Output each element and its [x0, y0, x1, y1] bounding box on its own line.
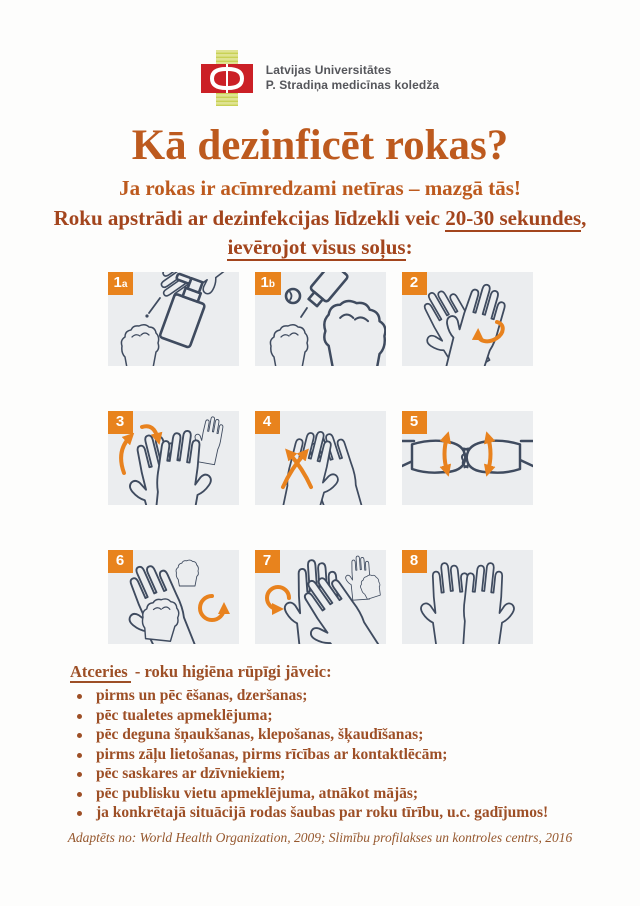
step-sub-letter: b	[268, 279, 275, 290]
step-badge-8	[402, 550, 427, 573]
instruction-colon: :	[405, 235, 413, 259]
page-title: Kā dezinficēt rokas?	[131, 122, 509, 169]
step-panel-1a	[108, 272, 239, 366]
step-panel-3	[108, 411, 239, 505]
step-number: 7	[262, 552, 272, 569]
instruction-text	[0, 204, 640, 262]
step-panel-1b	[255, 272, 386, 366]
list-item: pirms un pēc ēšanas, dzeršanas;	[70, 686, 640, 706]
instruction-steps-underlined: ievērojot visus soļus	[227, 235, 406, 259]
reminder-list	[70, 686, 640, 823]
logo-text	[266, 63, 439, 93]
step-badge-7	[255, 550, 280, 573]
step-number: 2	[409, 274, 419, 291]
step-badge-5	[402, 411, 427, 434]
step-panel-8	[402, 550, 533, 644]
source-note: Adaptēts no: World Health Organization, 2009; Slimību profilakses un kontroles centrs, 2016	[67, 829, 573, 845]
reminder-heading-rest: - roku higiēna rūpīgi jāveic:	[130, 662, 332, 681]
list-item: pēc publisku vietu apmeklējuma, atnākot mājās;	[70, 784, 640, 804]
list-item: pēc tualetes apmeklējuma;	[70, 706, 640, 726]
step-number: 8	[409, 552, 419, 569]
reminder-heading	[70, 661, 640, 683]
list-item: pēc saskares ar dzīvniekiem;	[70, 764, 640, 784]
step-number: 1	[260, 274, 269, 291]
logo-org-name: Latvijas Universitātes	[265, 63, 392, 77]
reminder-heading-underlined: Atceries	[70, 662, 131, 683]
step-number: 1	[113, 274, 122, 291]
step-panel-2	[402, 272, 533, 366]
reminder-section	[70, 661, 640, 823]
step-panel-6	[108, 550, 239, 644]
instruction-duration-underlined: 20-30 sekundes	[445, 206, 582, 230]
list-item: ja konkrētajā situācijā rodas šaubas par roku tīrību, u.c. gadījumos!	[70, 803, 640, 823]
step-number: 4	[262, 413, 272, 430]
step-badge-1a	[108, 272, 134, 295]
step-number: 6	[115, 552, 125, 569]
university-logo-icon	[201, 50, 253, 106]
list-item: pēc deguna šņaukšanas, klepošanas, šķaudīšanas;	[70, 725, 640, 745]
step-number: 3	[115, 413, 125, 430]
rotation-arrow-icon	[200, 596, 224, 620]
subtitle: Ja rokas ir acīmredzami netīras – mazgā tās!	[119, 176, 521, 200]
instruction-prefix: Roku apstrādi ar dezinfekcijas līdzekli veic	[53, 206, 446, 230]
step-badge-6	[108, 550, 133, 573]
step-panel-4	[255, 411, 386, 505]
step-badge-2	[402, 272, 427, 295]
instruction-comma: ,	[581, 206, 587, 230]
step-badge-1b	[255, 272, 281, 295]
logo-header	[0, 0, 640, 106]
step-panel-5	[402, 411, 533, 505]
list-item: pirms zāļu lietošanas, pirms rīcības ar kontaktlēcām;	[70, 745, 640, 765]
step-panel-7	[255, 550, 386, 644]
step-number: 5	[409, 413, 419, 430]
step-badge-4	[255, 411, 280, 434]
step-sub-letter: a	[121, 279, 128, 290]
step-badge-3	[108, 411, 133, 434]
steps-grid	[108, 272, 533, 644]
logo-college-name: P. Stradiņa medicīnas koledža	[265, 78, 440, 92]
